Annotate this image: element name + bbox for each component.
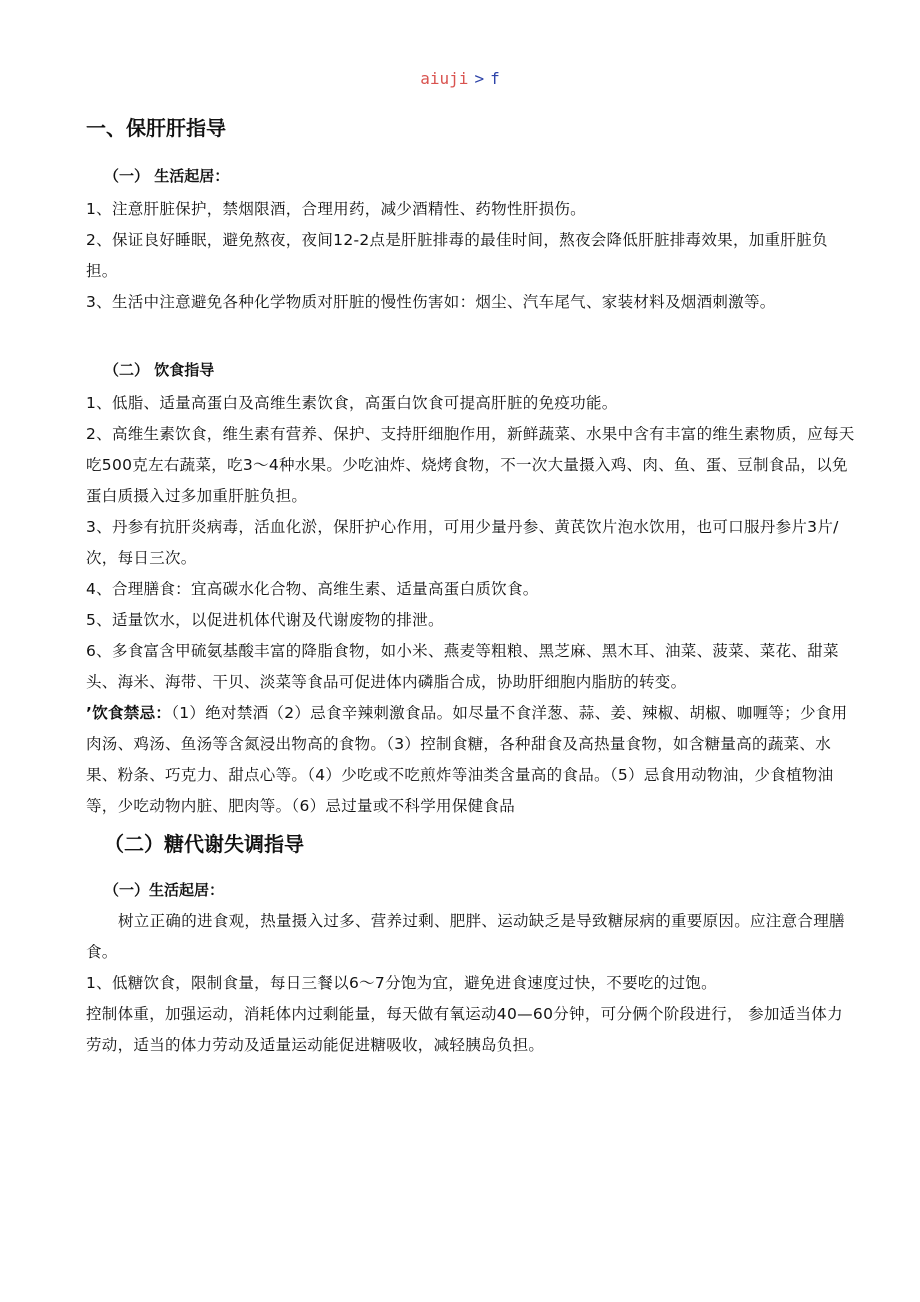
header-separator: > [474,69,485,88]
section-1-sub-2-item-4: 4、合理膳食：宜高碳水化合物、高维生素、适量高蛋白质饮食。 [86,580,539,598]
section-1-sub-2-title: （二） 饮食指导 [104,361,215,379]
section-1-sub-2-item-3: 3、丹参有抗肝炎病毒，活血化淤，保肝护心作用，可用少量丹参、黄芪饮片泡水饮用，也可口服丹参片3片/次，每日三次。 [86,518,839,567]
section-1-sub-1-item-1: 1、注意肝脏保护，禁烟限酒，合理用药，减少酒精性、药物性肝损伤。 [86,200,586,218]
section-1-sub-2-item-5: 5、适量饮水，以促进机体代谢及代谢废物的排泄。 [86,611,444,629]
section-2-sub-1-item-2: 控制体重，加强运动，消耗体内过剩能量，每天做有氧运动40—60分钟，可分俩个阶段进行， 参加适当体力劳动，适当的体力劳动及适量运动能促进糖吸收，减轻胰岛负担。 [86,1005,843,1054]
section-1-sub-2-item-1: 1、低脂、适量高蛋白及高维生素饮食，高蛋白饮食可提高肝脏的免疫功能。 [86,394,618,412]
section-1-sub-1-item-3: 3、生活中注意避免各种化学物质对肝脏的慢性伤害如：烟尘、汽车尾气、家装材料及烟酒刺激等。 [86,293,776,311]
section-1-sub-1-item-2: 2、保证良好睡眠，避免熬夜，夜间12-2点是肝脏排毒的最佳时间，熬夜会降低肝脏排毒效果，加重肝脏负担。 [86,231,828,280]
diet-taboo-paragraph [86,698,856,822]
diet-taboo-label: ’饮食禁忌： [86,704,172,722]
header-page: f [490,69,500,88]
section-2-sub-1-item-1: 1、低糖饮食，限制食量，每日三餐以6〜7分饱为宜，避免进食速度过快，不要吃的过饱。 [86,974,717,992]
section-1-title: 一、保肝肝指导 [86,116,226,140]
document-content [86,112,856,1061]
page-header [0,68,920,90]
section-2-sub-1-title: （一）生活起居： [104,881,225,899]
header-brand: aiuji [420,69,469,88]
diet-taboo-text: （1）绝对禁酒（2）忌食辛辣刺激食品。如尽量不食洋葱、蒜、姜、辣椒、胡椒、咖喱等；少食用肉汤、鸡汤、鱼汤等含氮浸出物高的食物。（3）控制食糖，各种甜食及高热量食物，如含糖量高的蔬菜、水果、粉条、巧克力、甜点心等。（4）少吃或不吃煎炸等油类含量高的食品。（5）忌食用动物油，少食植物油等，少吃动物内脏、肥肉等。（6）忌过量或不科学用保健食品 [86,704,848,815]
section-1-sub-1-title: （一） 生活起居： [104,167,230,185]
section-2-intro: 树立正确的进食观，热量摄入过多、营养过剩、肥胖、运动缺乏是导致糖尿病的重要原因。应注意合理膳食。 [86,912,845,961]
section-2-title: （二）糖代谢失调指导 [104,832,304,856]
section-1-sub-2-item-6: 6、多食富含甲硫氨基酸丰富的降脂食物，如小米、燕麦等粗粮、黑芝麻、黑木耳、油菜、菠菜、菜花、甜菜头、海米、海带、干贝、淡菜等食品可促进体内磷脂合成，协助肝细胞内脂肪的转变。 [86,642,839,691]
section-1-sub-2-item-2: 2、高维生素饮食，维生素有营养、保护、支持肝细胞作用，新鲜蔬菜、水果中含有丰富的维生素物质，应每天吃500克左右蔬菜，吃3〜4种水果。少吃油炸、烧烤食物，不一次大量摄入鸡、肉、鱼、蛋、豆制食品，以免蛋白质摄入过多加重肝脏负担。 [86,425,855,505]
